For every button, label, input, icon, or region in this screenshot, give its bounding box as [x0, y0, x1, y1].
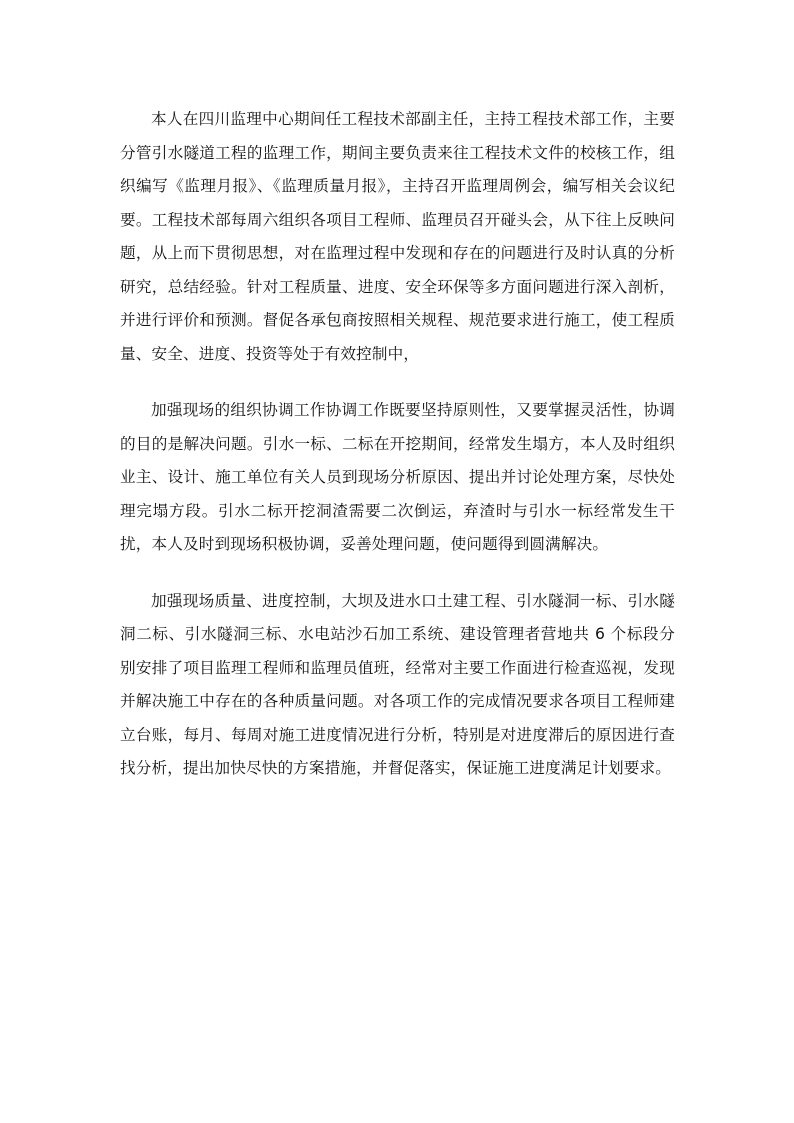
paragraph-quality-progress: 加强现场质量、进度控制，大坝及进水口土建工程、引水隧洞一标、引水隧洞二标、引水隧洞三标、水电站沙石加工系统、建设管理者营地共 6 个标段分别安排了项目监理工程师和监理员值班，经常对主要工作面进行检查巡视，发现并解决施工中存在的各种质量问题。对各项工作的完成情况要求各项目工程师建立台账，每月、每周对施工进度情况进行分析，特别是对进度滞后的原因进行查找分析，提出加快尽快的方案措施，并督促落实，保证施工进度满足计划要求。 [120, 591, 675, 777]
paragraph-duties: 本人在四川监理中心期间任工程技术部副主任，主持工程技术部工作，主要分管引水隧道工程的监理工作，期间主要负责来往工程技术文件的校核工作，组织编写《监理月报》、《监理质量月报》，主持召开监理周例会，编写相关会议纪要。工程技术部每周六组织各项目工程师、监理员召开碰头会，从下往上反映问题，从上而下贯彻思想，对在监理过程中发现和存在的问题进行及时认真的分析研究，总结经验。针对工程质量、进度、安全环保等多方面问题进行深入剖析，并进行评价和预测。督促各承包商按照相关规程、规范要求进行施工，使工程质量、安全、进度、投资等处于有效控制中， [120, 110, 675, 363]
paragraph-coordination: 加强现场的组织协调工作协调工作既要坚持原则性，又要掌握灵活性，协调的目的是解决问题。引水一标、二标在开挖期间，经常发生塌方，本人及时组织业主、设计、施工单位有关人员到现场分析原因、提出并讨论处理方案，尽快处理完塌方段。引水二标开挖洞渣需要二次倒运，弃渣时与引水一标经常发生干扰，本人及时到现场积极协调，妥善处理问题，使问题得到圆满解决。 [120, 401, 675, 553]
document-body [120, 103, 675, 809]
